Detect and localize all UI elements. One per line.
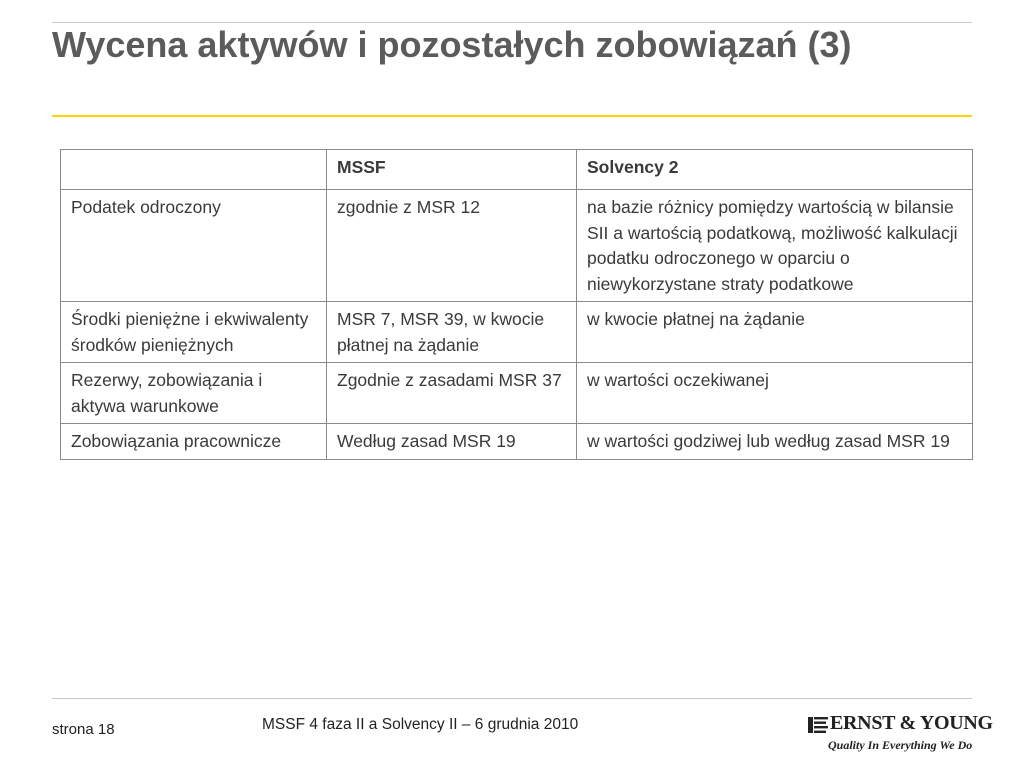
solvency-cell: w wartości oczekiwanej [577, 363, 973, 424]
mssf-cell: Według zasad MSR 19 [327, 424, 577, 460]
ernst-young-logo [808, 712, 993, 756]
logo-wordmark: ERNST & YOUNG [830, 712, 993, 734]
mssf-cell: MSR 7, MSR 39, w kwocie płatnej na żądanie [327, 302, 577, 363]
row-label-cell: Zobowiązania pracownicze [61, 424, 327, 460]
solvency-cell: na bazie różnicy pomiędzy wartością w bilansie SII a wartością podatkową, możliwość kalkulacji podatku odroczonego w oparciu o niewykorzystane straty podatkowe [577, 190, 973, 302]
header-cell-solvency: Solvency 2 [577, 150, 973, 190]
table-row [61, 363, 973, 424]
table-header-row [61, 150, 973, 190]
table-row [61, 302, 973, 363]
row-label-cell: Podatek odroczony [61, 190, 327, 302]
table-row [61, 190, 973, 302]
header-cell-empty [61, 150, 327, 190]
solvency-cell: w kwocie płatnej na żądanie [577, 302, 973, 363]
slide-title: Wycena aktywów i pozostałych zobowiązań (3) [52, 24, 852, 65]
solvency-cell: w wartości godziwej lub według zasad MSR 19 [577, 424, 973, 460]
mssf-cell: zgodnie z MSR 12 [327, 190, 577, 302]
footer-caption: MSSF 4 faza II a Solvency II – 6 grudnia 2010 [262, 716, 579, 733]
comparison-table-container [60, 149, 972, 460]
header-cell-mssf: MSSF [327, 150, 577, 190]
table-row [61, 424, 973, 460]
comparison-table [60, 149, 973, 460]
ey-stripes-icon [808, 717, 828, 733]
title-accent-rule [52, 115, 972, 117]
row-label-cell: Rezerwy, zobowiązania i aktywa warunkowe [61, 363, 327, 424]
page-number: strona 18 [52, 721, 115, 738]
row-label-cell: Środki pieniężne i ekwiwalenty środków pieniężnych [61, 302, 327, 363]
footer-divider [52, 698, 972, 699]
mssf-cell: Zgodnie z zasadami MSR 37 [327, 363, 577, 424]
logo-tagline: Quality In Everything We Do [828, 738, 973, 752]
